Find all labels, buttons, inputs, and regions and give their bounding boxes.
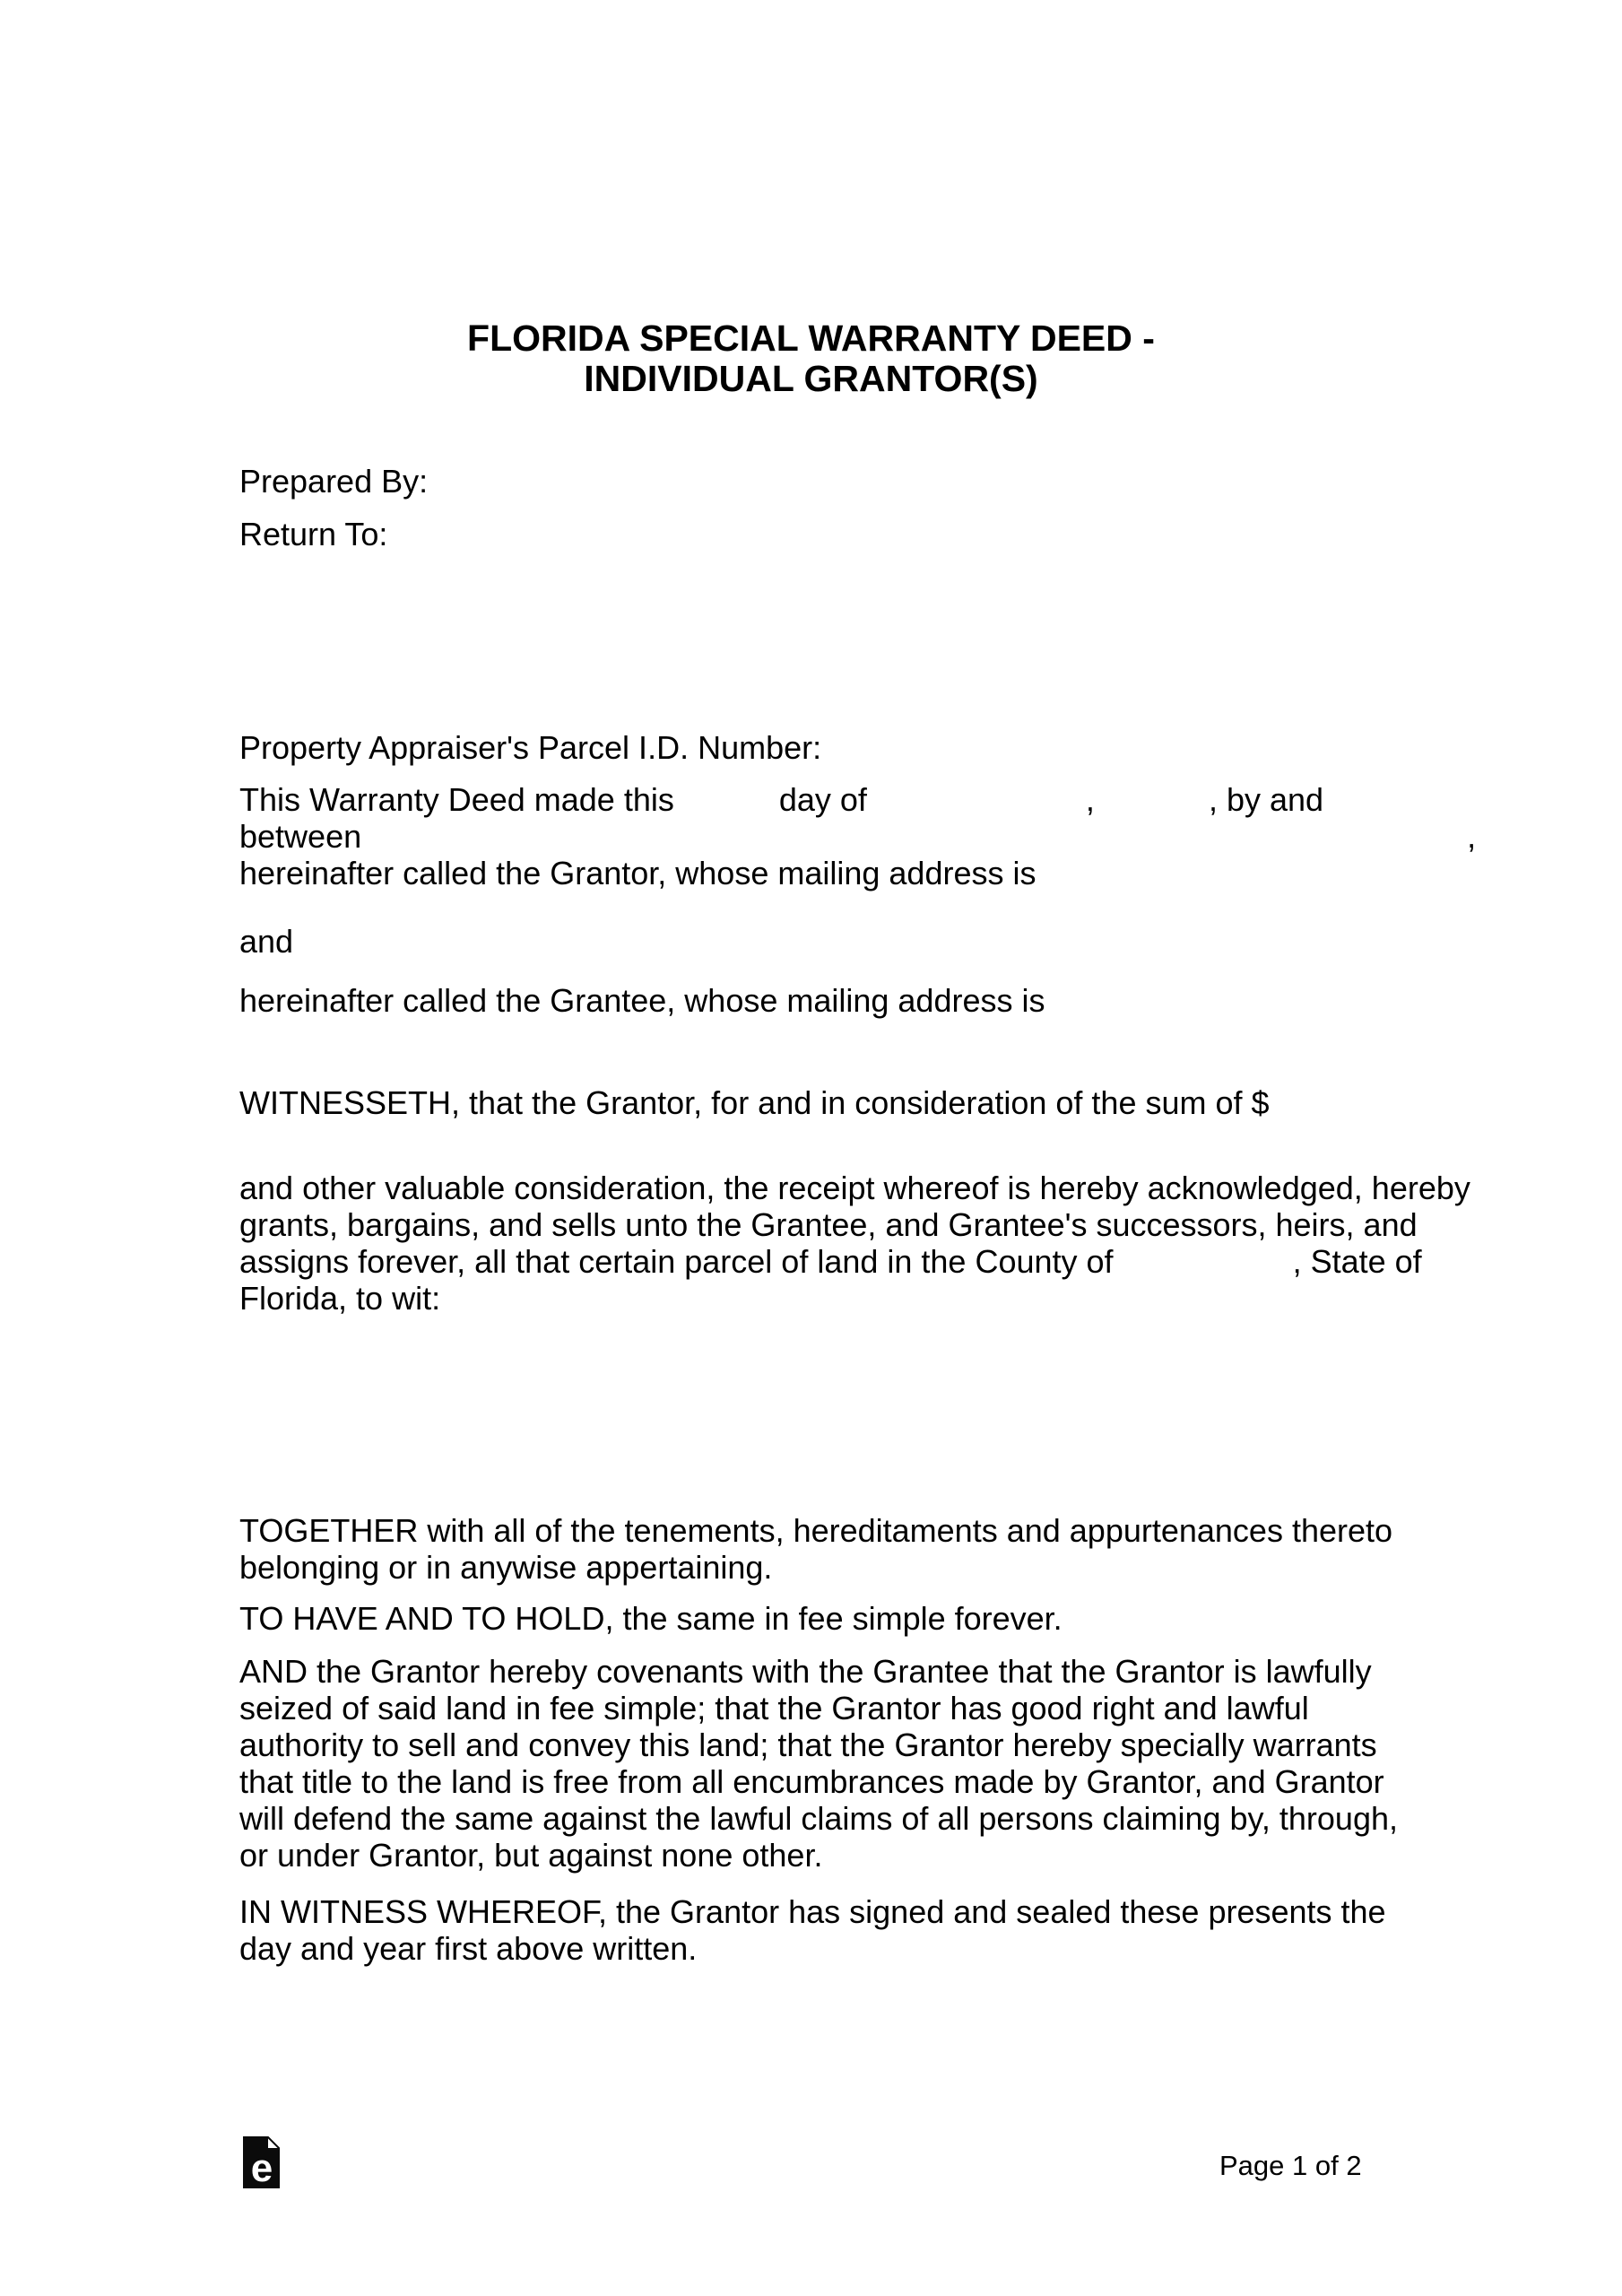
blank-fill-space: [674, 809, 779, 811]
witness-paragraph: [239, 1893, 1481, 1967]
text-segment: assigns forever, all that certain parcel of land in the County of: [239, 1243, 1114, 1280]
together-paragraph: [239, 1512, 1481, 1586]
text-segment: ,: [1467, 818, 1477, 855]
and-connector: and: [239, 923, 294, 960]
deed-intro-line-2: [239, 818, 1481, 855]
deed-intro-line-3: hereinafter called the Grantor, whose mailing address is: [239, 855, 1037, 891]
covenant-paragraph: [239, 1653, 1481, 1874]
text-segment: ,: [1085, 781, 1095, 818]
grantee-clause: hereinafter called the Grantee, whose mailing address is: [239, 982, 1045, 1019]
consideration-line-3: [239, 1243, 1481, 1280]
covenant-line-1: AND the Grantor hereby covenants with the Grantee that the Grantor is lawfully: [239, 1653, 1372, 1690]
prepared-by-label: Prepared By:: [239, 463, 429, 500]
together-line-1: TOGETHER with all of the tenements, hereditaments and appurtenances thereto: [239, 1512, 1393, 1549]
consideration-line-2: grants, bargains, and sells unto the Grantee, and Grantee's successors, heirs, and: [239, 1206, 1418, 1243]
covenant-line-6: or under Grantor, but against none other.: [239, 1837, 823, 1874]
consideration-line-1: and other valuable consideration, the receipt whereof is hereby acknowledged, hereby: [239, 1170, 1470, 1206]
logo-letter: e: [250, 2146, 273, 2188]
together-line-2: belonging or in anywise appertaining.: [239, 1549, 773, 1586]
document-title: [0, 318, 1622, 399]
blank-fill-space: [867, 809, 1086, 811]
text-segment: , by and: [1208, 781, 1324, 818]
text-segment: , State of: [1292, 1243, 1422, 1280]
deed-intro-paragraph: [239, 781, 1481, 891]
blank-fill-space: [1114, 1271, 1293, 1273]
covenant-line-5: will defend the same against the lawful claims of all persons claiming by, through,: [239, 1800, 1398, 1837]
consideration-line-4: Florida, to wit:: [239, 1280, 441, 1317]
document-title-line-1: FLORIDA SPECIAL WARRANTY DEED -: [467, 317, 1155, 359]
blank-fill-space: [1095, 809, 1209, 811]
return-to-label: Return To:: [239, 516, 388, 552]
witness-line-2: day and year first above written.: [239, 1930, 698, 1967]
blank-fill-space: [361, 846, 1467, 848]
text-segment: day of: [778, 781, 867, 818]
consideration-paragraph: [239, 1170, 1481, 1317]
witness-line-1: IN WITNESS WHEREOF, the Grantor has signed and sealed these presents the: [239, 1893, 1386, 1930]
covenant-line-4: that title to the land is free from all encumbrances made by Grantor, and Grantor: [239, 1763, 1384, 1800]
witnesseth-clause: WITNESSETH, that the Grantor, for and in consideration of the sum of $: [239, 1084, 1270, 1121]
covenant-line-2: seized of said land in fee simple; that the Grantor has good right and lawful: [239, 1690, 1309, 1726]
parcel-id-label: Property Appraiser's Parcel I.D. Number:: [239, 729, 822, 766]
covenant-line-3: authority to sell and convey this land; that the Grantor hereby specially warrants: [239, 1726, 1377, 1763]
text-segment: between: [239, 818, 362, 855]
document-title-line-2: INDIVIDUAL GRANTOR(S): [584, 358, 1038, 399]
to-have-clause: TO HAVE AND TO HOLD, the same in fee simple forever.: [239, 1600, 1063, 1637]
text-segment: This Warranty Deed made this: [239, 781, 674, 818]
page-number-label: Page 1 of 2: [1219, 2150, 1362, 2181]
deed-intro-line-1: [239, 781, 1481, 818]
eforms-document-logo-icon: [243, 2136, 280, 2188]
